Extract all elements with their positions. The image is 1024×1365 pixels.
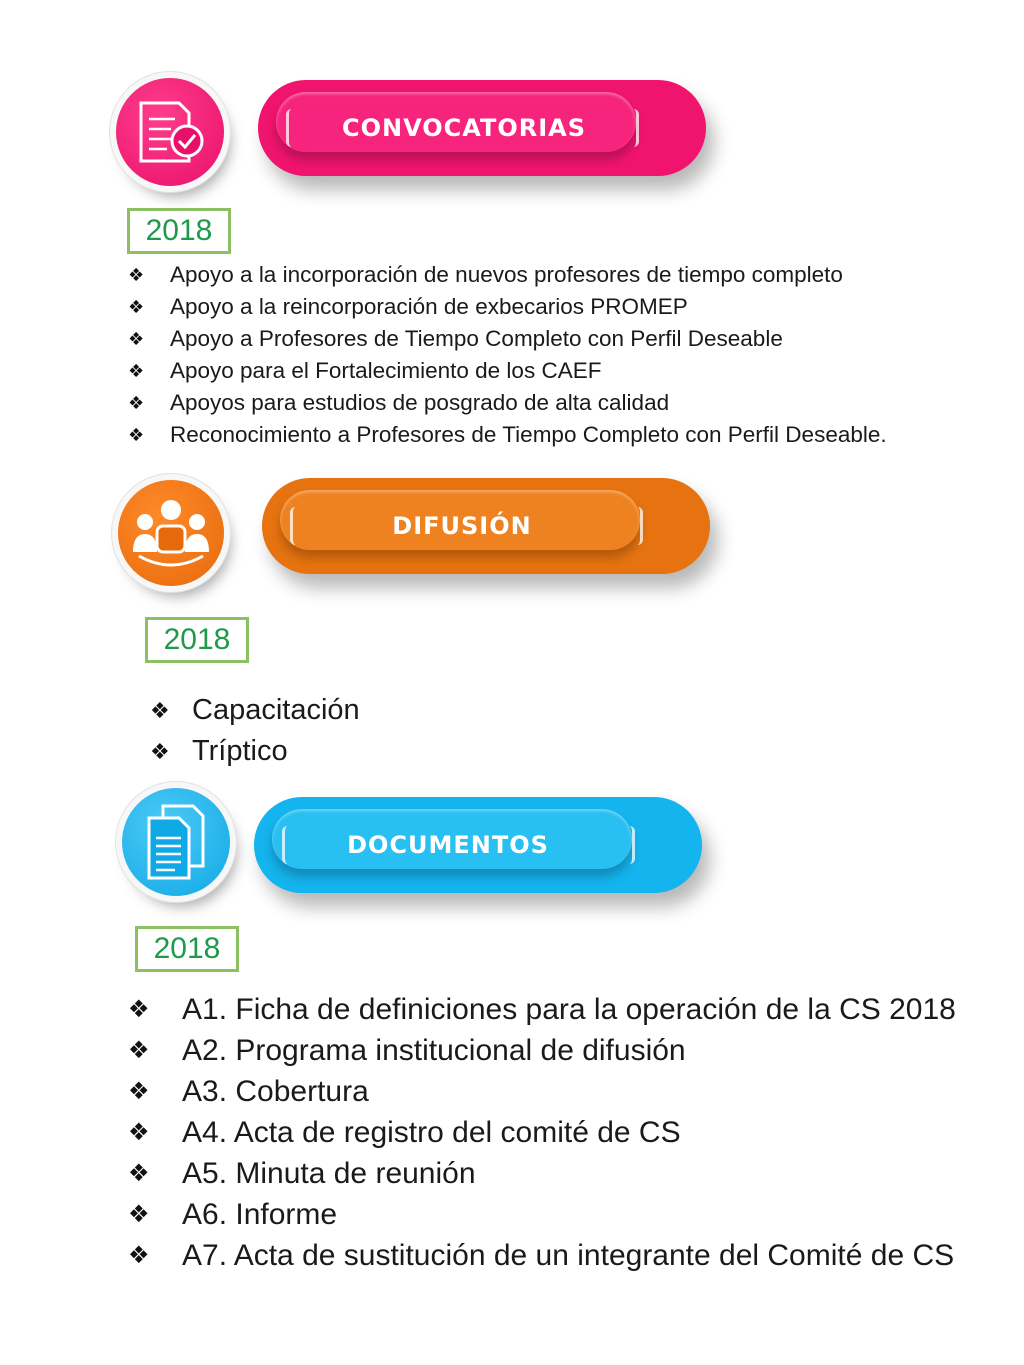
list-item: ❖ Reconocimiento a Profesores de Tiempo Completo con Perfil Deseable. <box>128 422 887 447</box>
diamond-bullet-icon: ❖ <box>150 738 170 764</box>
document-check-icon <box>131 97 209 167</box>
list-item: ❖ Apoyo a la incorporación de nuevos profesores de tiempo completo <box>128 262 843 287</box>
diamond-bullet-icon: ❖ <box>128 1119 150 1146</box>
difusion-circle <box>118 480 224 586</box>
diamond-bullet-icon: ❖ <box>150 697 170 723</box>
list-item: ❖ A3. Cobertura <box>128 1074 369 1108</box>
list-item: ❖ Apoyos para estudios de posgrado de alta calidad <box>128 390 670 415</box>
list-item: ❖ Tríptico <box>150 735 288 767</box>
diamond-bullet-icon: ❖ <box>128 1242 150 1269</box>
list-item: ❖ Apoyo a la reincorporación de exbecarios PROMEP <box>128 294 688 319</box>
diamond-bullet-icon: ❖ <box>128 1078 150 1105</box>
diamond-bullet-icon: ❖ <box>128 392 145 413</box>
diamond-bullet-icon: ❖ <box>128 296 145 317</box>
diamond-bullet-icon: ❖ <box>128 1037 150 1064</box>
difusion-title: DIFUSIÓN <box>392 512 532 540</box>
diamond-bullet-icon: ❖ <box>128 424 145 445</box>
convocatorias-title: CONVOCATORIAS <box>341 114 587 142</box>
documentos-circle <box>122 788 230 896</box>
list-item: ❖ A2. Programa institucional de difusión <box>128 1033 686 1067</box>
difusion-list <box>150 690 360 772</box>
convocatorias-circle <box>116 78 224 186</box>
list-item: ❖ Capacitación <box>150 694 360 726</box>
diamond-bullet-icon: ❖ <box>128 264 145 285</box>
diamond-bullet-icon: ❖ <box>128 996 150 1023</box>
difusion-banner <box>262 478 710 574</box>
list-item: ❖ Apoyo para el Fortalecimiento de los CAEF <box>128 358 602 383</box>
people-group-icon <box>129 496 213 570</box>
diamond-bullet-icon: ❖ <box>128 360 145 381</box>
list-item: ❖ A7. Acta de sustitución de un integrante del Comité de CS <box>128 1238 955 1272</box>
list-item: ❖ A4. Acta de registro del comité de CS <box>128 1115 681 1149</box>
list-item: ❖ A1. Ficha de definiciones para la operación de la CS 2018 <box>128 992 956 1026</box>
convocatorias-year: 2018 <box>127 208 231 254</box>
documents-icon <box>141 802 211 882</box>
list-item: ❖ A6. Informe <box>128 1197 338 1231</box>
documentos-title: DOCUMENTOS <box>347 831 549 859</box>
convocatorias-list <box>128 259 887 451</box>
diamond-bullet-icon: ❖ <box>128 1201 150 1228</box>
documentos-year: 2018 <box>135 926 239 972</box>
convocatorias-banner <box>258 80 706 176</box>
diamond-bullet-icon: ❖ <box>128 1160 150 1187</box>
documentos-list <box>128 989 956 1276</box>
list-item: ❖ A5. Minuta de reunión <box>128 1156 476 1190</box>
diamond-bullet-icon: ❖ <box>128 328 145 349</box>
list-item: ❖ Apoyo a Profesores de Tiempo Completo con Perfil Deseable <box>128 326 783 351</box>
difusion-year: 2018 <box>145 617 249 663</box>
documentos-banner <box>254 797 702 893</box>
